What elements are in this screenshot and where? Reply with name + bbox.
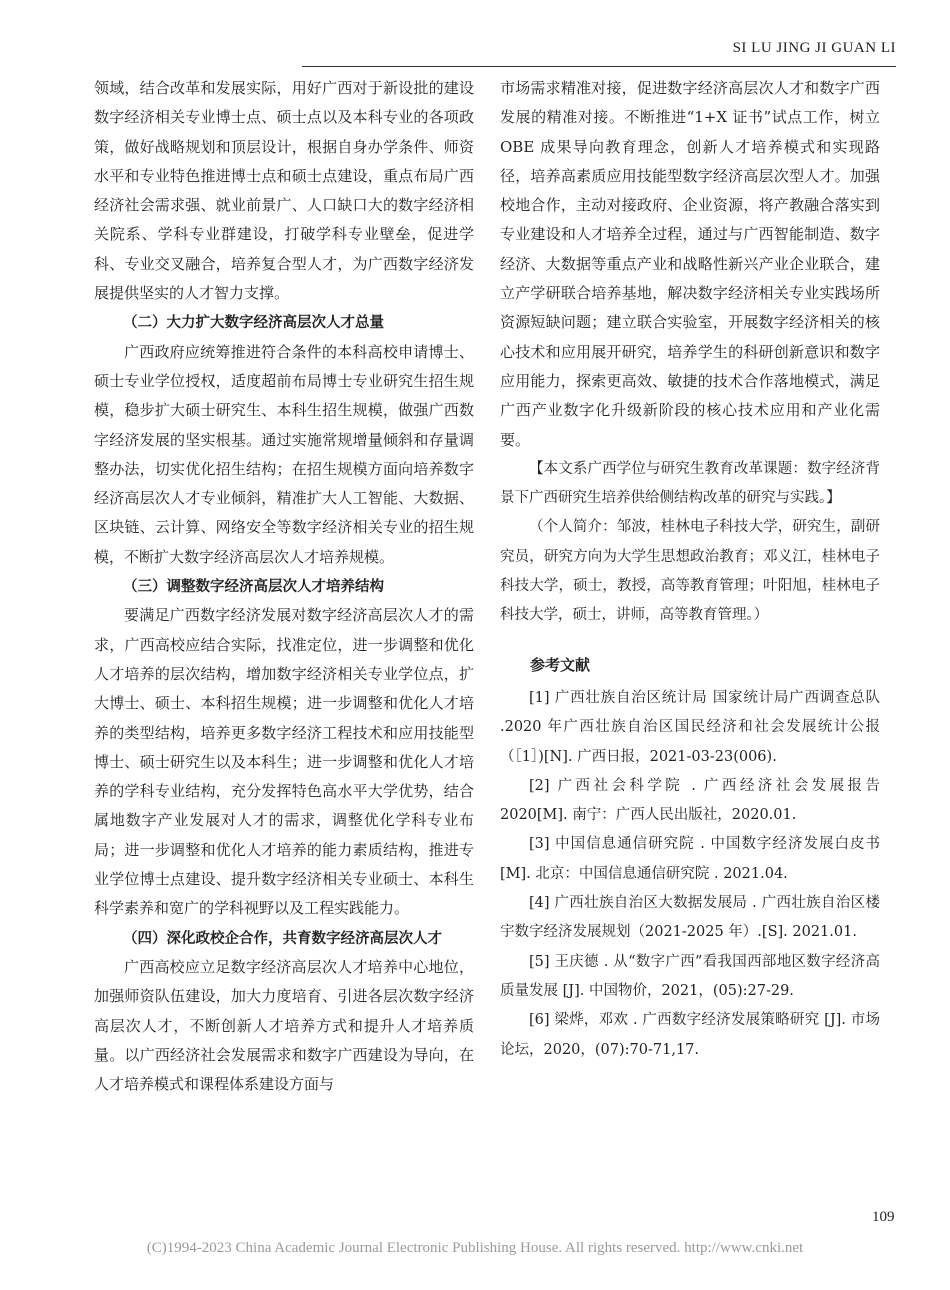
section-heading: （三）调整数字经济高层次人才培养结构 — [123, 578, 384, 596]
right-column — [500, 74, 880, 1065]
reference-item: [1] 广西壮族自治区统计局 国家统计局广西调查总队 .2020 年广西壮族自治区国民经济和社会发展统计公报（［1］)[N]. 广西日报，2021-03-23(006). — [500, 689, 880, 765]
section-heading: （二）大力扩大数字经济高层次人才总量 — [123, 314, 384, 332]
section-heading: （四）深化政校企合作，共育数字经济高层次人才 — [123, 929, 442, 947]
funding-note: 【本文系广西学位与研究生教育改革课题：数字经济背景下广西研究生培养供给侧结构改革的研究与实践。】 — [500, 460, 880, 507]
reference-item: [4] 广西壮族自治区大数据发展局 . 广西壮族自治区楼宇数字经济发展规划（2021-2025 年）.[S]. 2021.01. — [500, 895, 880, 941]
reference-item: [5] 王庆德 . 从“数字广西”看我国西部地区数字经济高质量发展 [J]. 中国物价，2021，(05):27-29. — [500, 953, 880, 999]
paragraph: 领域，结合改革和发展实际，用好广西对于新设批的建设数字经济相关专业博士点、硕士点以及本科专业的各项政策，做好战略规划和顶层设计，根据自身办学条件、师资水平和专业特色推进博士点和硕士点建设，重点布局广西经济社会需求强、就业前景广、人口缺口大的数字经济相关院系、学科专业群建设，打破学科专业壁垒，促进学科、专业交叉融合，培养复合型人才，为广西数字经济发展提供坚实的人才智力支撑。 — [94, 79, 474, 303]
running-title: SI LU JING JI GUAN LI — [732, 40, 896, 56]
page-number: 109 — [872, 1209, 895, 1225]
copyright-footer: (C)1994-2023 China Academic Journal Electronic Publishing House. All rights reserved. http://www.cnki.net — [146, 1240, 804, 1256]
paragraph: 广西政府应统筹推进符合条件的本科高校申请博士、硕士专业学位授权，适度超前布局博士专业研究生招生规模，稳步扩大硕士研究生、本科生招生规模，做强广西数字经济发展的坚实根基。通过实施常规增量倾斜和存量调整办法，切实优化招生结构；在招生规模方面向培养数字经济高层次人才专业倾斜，精准扩大人工智能、大数据、区块链、云计算、网络安全等数字经济相关专业的招生规模，不断扩大数字经济高层次人才培养规模。 — [94, 342, 474, 566]
paragraph: 广西高校应立足数字经济高层次人才培养中心地位，加强师资队伍建设，加大力度培育、引进各层次数字经济高层次人才，不断创新人才培养方式和提升人才培养质量。以广西经济社会发展需求和数字广西建设为导向，在人才培养模式和课程体系建设方面与 — [94, 957, 474, 1094]
references-title: 参考文献 — [530, 655, 591, 674]
running-header — [302, 38, 896, 67]
author-bio: （个人简介：邹波，桂林电子科技大学，研究生，副研究员，研究方向为大学生思想政治教育；邓义江，桂林电子科技大学，硕士，教授，高等教育管理；叶阳旭，桂林电子科技大学，硕士，讲师，高等教育管理。） — [500, 519, 880, 624]
reference-item: [2] 广西社会科学院 . 广西经济社会发展报告 2020[M]. 南宁：广西人民出版社，2020.01. — [500, 777, 880, 824]
paragraph: 市场需求精准对接，促进数字经济高层次人才和数字广西发展的精准对接。不断推进“1+X 证书”试点工作，树立 OBE 成果导向教育理念，创新人才培养模式和实现路径，培养高素质应用技能型数字经济高层次型人才。加强校地合作，主动对接政府、企业资源，将产教融合落实到专业建设和人才培养全过程，通过与广西智能制造、数字经济、大数据等重点产业和战略性新兴产业企业联合，建立产学研联合培养基地，解决数字经济相关专业实践场所资源短缺问题；建立联合实验室，开展数字经济相关的核心技术和应用展开研究，培养学生的科研创新意识和数字应用能力，探索更高效、敏捷的技术合作落地模式，满足广西产业数字化升级新阶段的核心技术应用和产业化需要。 — [500, 79, 880, 449]
reference-item: [3] 中国信息通信研究院 . 中国数字经济发展白皮书 [M]. 北京：中国信息通信研究院 . 2021.04. — [500, 836, 880, 882]
paragraph: 要满足广西数字经济发展对数字经济高层次人才的需求，广西高校应结合实际，找准定位，进一步调整和优化人才培养的层次结构，增加数字经济相关专业学位点，扩大博士、硕士、本科招生规模；进一步调整和优化人才培养的类型结构，培养更多数字经济工程技术和应用技能型博士、硕士研究生以及本科生；进一步调整和优化人才培养的学科专业结构，充分发挥特色高水平大学优势，结合属地数字产业发展对人才的需求，调整优化学科专业布局；进一步调整和优化人才培养的能力素质结构，推进专业学位博士点建设、提升数字经济相关专业硕士、本科生科学素养和宽广的学科视野以及工程实践能力。 — [94, 606, 474, 918]
reference-item: [6] 梁烨，邓欢 . 广西数字经济发展策略研究 [J]. 市场论坛，2020，(07):70-71,17. — [500, 1012, 880, 1058]
left-column — [94, 74, 474, 1099]
